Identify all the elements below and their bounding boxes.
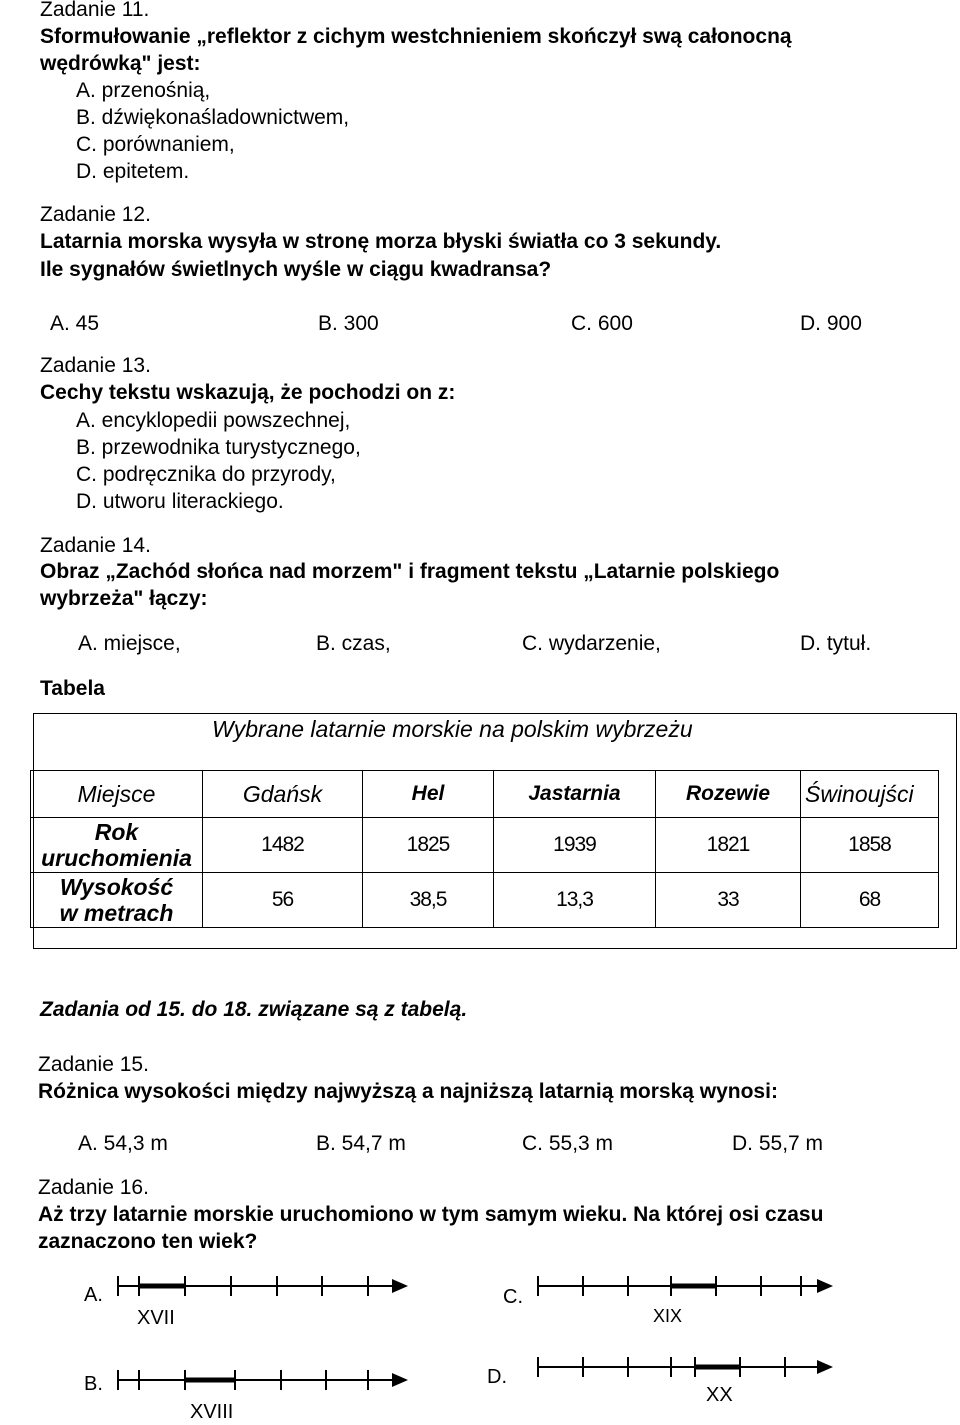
header-place: Rozewie <box>656 771 801 818</box>
task-11-option-c: C. porównaniem, <box>76 133 235 156</box>
task-11-option-b: B. dźwiękonaśladownictwem, <box>76 106 350 129</box>
axis-b-century: XVIII <box>190 1401 234 1423</box>
task-15-label: Zadanie 15. <box>38 1053 149 1076</box>
year-cell: 1821 <box>656 818 801 873</box>
task-16-question-line2: zaznaczono ten wiek? <box>38 1230 258 1253</box>
table-title: Wybrane latarnie morskie na polskim wybrzeżu <box>212 716 693 742</box>
year-cell: 1482 <box>203 818 363 873</box>
timeline-axis-c <box>535 1274 835 1298</box>
axis-a-letter: A. <box>84 1284 103 1306</box>
task-12-label: Zadanie 12. <box>40 203 151 226</box>
axis-d-letter: D. <box>487 1366 507 1388</box>
task-13-option-d: D. utworu literackiego. <box>76 490 284 513</box>
task-14-option-d: D. tytuł. <box>800 632 872 655</box>
header-place: Jastarnia <box>494 771 656 818</box>
header-corner: Miejsce <box>31 771 203 818</box>
task-12-question-line1: Latarnia morska wysyła w stronę morza błyski światła co 3 sekundy. <box>40 230 722 253</box>
task-11-question-line2: wędrówką" jest: <box>40 52 201 75</box>
timeline-axis-b <box>110 1368 410 1392</box>
row-label-line: Wysokość <box>59 873 174 900</box>
task-12-option-b: B. 300 <box>318 312 379 335</box>
task-11-option-d: D. epitetem. <box>76 160 190 183</box>
task-15-option-c: C. 55,3 m <box>522 1132 614 1155</box>
task-14-option-a: A. miejsce, <box>78 632 181 655</box>
height-cell: 56 <box>203 873 363 928</box>
task-11-label: Zadanie 11. <box>40 0 150 21</box>
height-cell: 13,3 <box>494 873 656 928</box>
table-row <box>31 771 939 818</box>
axis-a-century: XVII <box>137 1307 175 1329</box>
task-14-question-line2: wybrzeża" łączy: <box>40 587 208 610</box>
task-13-option-a: A. encyklopedii powszechnej, <box>76 409 351 432</box>
header-place: Gdańsk <box>203 771 363 818</box>
year-cell: 1825 <box>363 818 494 873</box>
row-label-height <box>31 873 203 928</box>
timeline-axis-a <box>110 1274 410 1298</box>
year-cell: 1939 <box>494 818 656 873</box>
row-label-line: uruchomienia <box>41 845 192 871</box>
row-label-line: Rok <box>94 818 139 845</box>
task-12-option-d: D. 900 <box>800 312 862 335</box>
row-label-line: w metrach <box>59 900 174 926</box>
task-15-question: Różnica wysokości między najwyższą a najniższą latarnią morską wynosi: <box>38 1080 778 1103</box>
height-cell: 38,5 <box>363 873 494 928</box>
task-12-question-line2: Ile sygnałów świetlnych wyśle w ciągu kwadransa? <box>40 258 552 281</box>
axis-c-letter: C. <box>503 1286 523 1308</box>
task-11-option-a: A. przenośnią, <box>76 79 211 102</box>
header-place: Świnoujści <box>801 771 939 818</box>
task-11-question-line1: Sformułowanie „reflektor z cichym westchnieniem skończył swą całonocną <box>40 25 792 48</box>
task-15-option-d: D. 55,7 m <box>732 1132 824 1155</box>
timeline-axis-d <box>535 1355 835 1379</box>
task-12-option-c: C. 600 <box>571 312 633 335</box>
row-label-year <box>31 818 203 873</box>
tasks-note: Zadania od 15. do 18. związane są z tabelą. <box>40 998 468 1021</box>
lighthouse-table <box>30 770 939 928</box>
task-15-option-b: B. 54,7 m <box>316 1132 406 1155</box>
axis-b-letter: B. <box>84 1373 103 1395</box>
header-place: Hel <box>363 771 494 818</box>
task-13-option-c: C. podręcznika do przyrody, <box>76 463 336 486</box>
task-16-question-line1: Aż trzy latarnie morskie uruchomiono w tym samym wieku. Na której osi czasu <box>38 1203 824 1226</box>
task-14-option-c: C. wydarzenie, <box>522 632 661 655</box>
height-cell: 68 <box>801 873 939 928</box>
height-cell: 33 <box>656 873 801 928</box>
table-row <box>31 818 939 873</box>
task-13-label: Zadanie 13. <box>40 354 151 377</box>
axis-c-century: XIX <box>653 1306 683 1326</box>
task-16-label: Zadanie 16. <box>38 1176 149 1199</box>
task-14-option-b: B. czas, <box>316 632 391 655</box>
task-15-option-a: A. 54,3 m <box>78 1132 168 1155</box>
task-14-question-line1: Obraz „Zachód słońca nad morzem" i fragment tekstu „Latarnie polskiego <box>40 560 780 583</box>
task-13-question: Cechy tekstu wskazują, że pochodzi on z: <box>40 381 456 404</box>
year-cell: 1858 <box>801 818 939 873</box>
task-14-label: Zadanie 14. <box>40 534 151 557</box>
table-row <box>31 873 939 928</box>
axis-d-century: XX <box>706 1384 733 1406</box>
task-13-option-b: B. przewodnika turystycznego, <box>76 436 361 459</box>
table-label: Tabela <box>40 677 105 700</box>
task-12-option-a: A. 45 <box>50 312 100 335</box>
